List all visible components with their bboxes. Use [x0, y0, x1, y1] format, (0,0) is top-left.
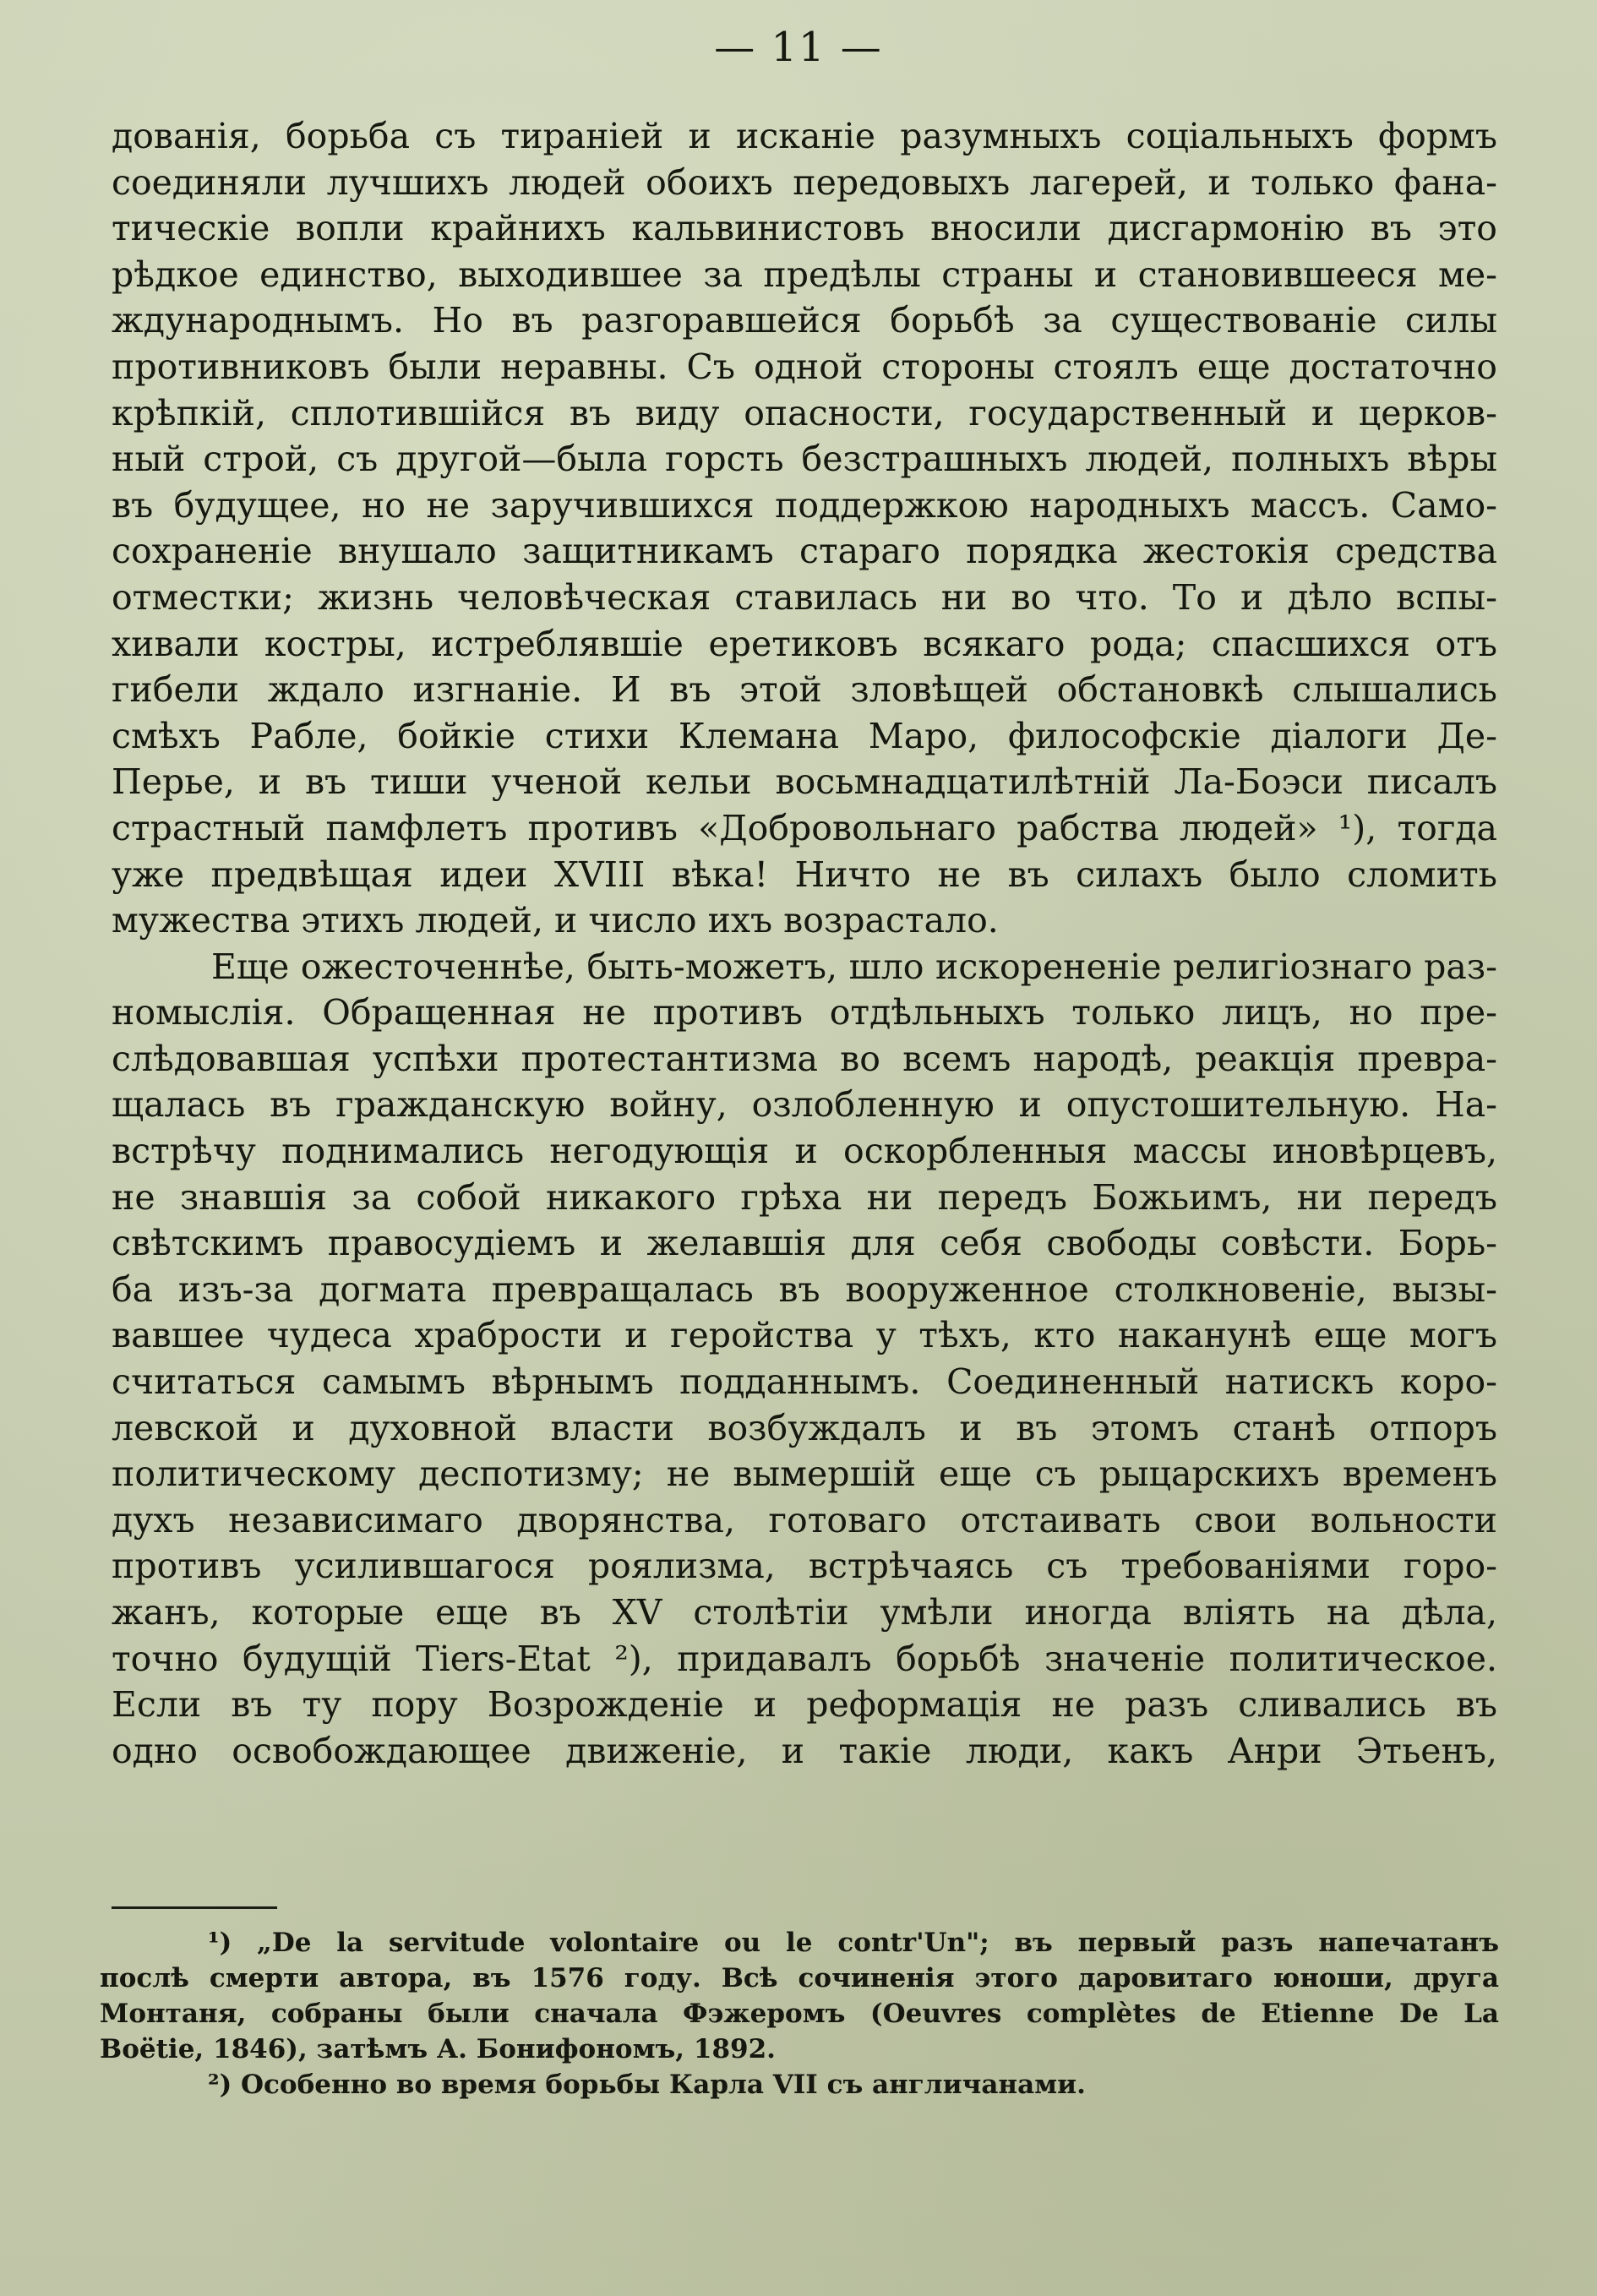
- text-line: щалась въ гражданскую войну, озлобленную и опустошительную. На-: [112, 1084, 1497, 1126]
- text-line: отместки; жизнь человѣческая ставилась ни во что. То и дѣло вспы-: [112, 576, 1497, 618]
- text-line: ба изъ-за догмата превращалась въ вооруженное столкновеніе, вызы-: [112, 1268, 1497, 1310]
- footnotes: [100, 1925, 1499, 2102]
- text-line: не знавшія за собой никакого грѣха ни передъ Божьимъ, ни передъ: [112, 1176, 1497, 1218]
- text-line: левской и духовной власти возбуждалъ и въ этомъ станѣ отпоръ: [112, 1407, 1497, 1448]
- text-line: соединяли лучшихъ людей обоихъ передовыхъ лагерей, и только фана-: [112, 161, 1497, 203]
- paragraph-1: [112, 113, 1497, 944]
- text-line: духъ независимаго дворянства, готоваго отстаивать свои вольности: [112, 1499, 1497, 1541]
- text-line: хивали костры, истреблявшіе еретиковъ всякаго рода; спасшихся отъ: [112, 623, 1497, 664]
- text-line: смѣхъ Рабле, бойкіе стихи Клемана Маро, философскіе діалоги Де-: [112, 715, 1497, 756]
- text-line: гибели ждало изгнаніе. И въ этой зловѣщей обстановкѣ слышались: [112, 669, 1497, 711]
- text-line: страстный памфлетъ противъ «Добровольнаго рабства людей» ¹), тогда: [112, 807, 1497, 848]
- text-line: Если въ ту пору Возрожденіе и реформація не разъ сливались въ: [112, 1684, 1497, 1726]
- footnote-separator: [112, 1906, 277, 1909]
- text-line: жанъ, которые еще въ XV столѣтіи умѣли иногда вліять на дѣла,: [112, 1592, 1497, 1633]
- text-line: номыслія. Обращенная не противъ отдѣльныхъ только лицъ, но пре-: [112, 992, 1497, 1033]
- text-line: слѣдовавшая успѣхи протестантизма во всемъ народѣ, реакція превра-: [112, 1038, 1497, 1079]
- footnote-2: [100, 2067, 1499, 2102]
- footnote-line: Монтаня, собраны были сначала Фэжеромъ (Oeuvres complètes de Etienne De La: [100, 1999, 1499, 2029]
- text-line: точно будущій Tiers-Etat ²), придавалъ борьбѣ значеніе политическое.: [112, 1638, 1497, 1679]
- text-line: Перье, и въ тиши ученой кельи восьмнадцатилѣтній Ла-Боэси писалъ: [112, 761, 1497, 803]
- paragraph-2: [112, 944, 1497, 1775]
- text-line: въ будущее, но не заручившихся поддержкою народныхъ массъ. Само-: [112, 484, 1497, 526]
- footnote-line: Boëtie, 1846), затѣмъ А. Бонифономъ, 1892.: [100, 2034, 776, 2064]
- main-text: [112, 113, 1497, 1774]
- text-line: вавшее чудеса храбрости и геройства у тѣхъ, кто наканунѣ еще могъ: [112, 1315, 1497, 1356]
- footnote-1: [100, 1925, 1499, 2067]
- text-line: свѣтскимъ правосудіемъ и желавшія для себя свободы совѣсти. Борь-: [112, 1223, 1497, 1264]
- text-line: тическіе вопли крайнихъ кальвинистовъ вносили дисгармонію въ это: [112, 208, 1497, 249]
- footnote-line: ²) Особенно во время борьбы Карла VII съ англичанами.: [208, 2070, 1086, 2100]
- text-line: считаться самымъ вѣрнымъ подданнымъ. Соединенный натискъ коро-: [112, 1361, 1497, 1403]
- footnote-line: послѣ смерти автора, въ 1576 году. Всѣ сочиненія этого даровитаго юноши, друга: [100, 1963, 1499, 1993]
- text-line: встрѣчу поднимались негодующія и оскорбленныя массы иновѣрцевъ,: [112, 1131, 1497, 1172]
- page-number: — 11 —: [714, 24, 883, 71]
- text-line: мужества этихъ людей, и число ихъ возрастало.: [112, 900, 999, 941]
- text-line: противъ усилившагося роялизма, встрѣчаясь съ требованіями горо-: [112, 1546, 1497, 1587]
- text-line: уже предвѣщая идеи XVIII вѣка! Ничто не въ силахъ было сломить: [112, 854, 1497, 895]
- text-line: ный строй, съ другой—была горсть безстрашныхъ людей, полныхъ вѣры: [112, 439, 1497, 480]
- text-line: крѣпкій, сплотившійся въ виду опасности, государственный и церков-: [112, 392, 1497, 434]
- text-line: рѣдкое единство, выходившее за предѣлы страны и становившееся ме-: [112, 254, 1497, 295]
- text-line: сохраненіе внушало защитникамъ стараго порядка жестокія средства: [112, 531, 1497, 572]
- text-line: политическому деспотизму; не вымершій еще съ рыцарскихъ временъ: [112, 1453, 1497, 1495]
- text-line: одно освобождающее движеніе, и такіе люди, какъ Анри Этьенъ,: [112, 1730, 1497, 1771]
- footnote-line: ¹) „De la servitude volontaire ou le contr'Un"; въ первый разъ напечатанъ: [208, 1928, 1499, 1958]
- text-line: ждународнымъ. Но въ разгоравшейся борьбѣ за существованіе силы: [112, 300, 1497, 341]
- text-line: Еще ожесточеннѣе, быть-можетъ, шло искорененіе религіознаго раз-: [211, 946, 1497, 987]
- text-line: дованія, борьба съ тираніей и исканіе разумныхъ соціальныхъ формъ: [112, 116, 1497, 156]
- text-line: противниковъ были неравны. Съ одной стороны стоялъ еще достаточно: [112, 346, 1497, 387]
